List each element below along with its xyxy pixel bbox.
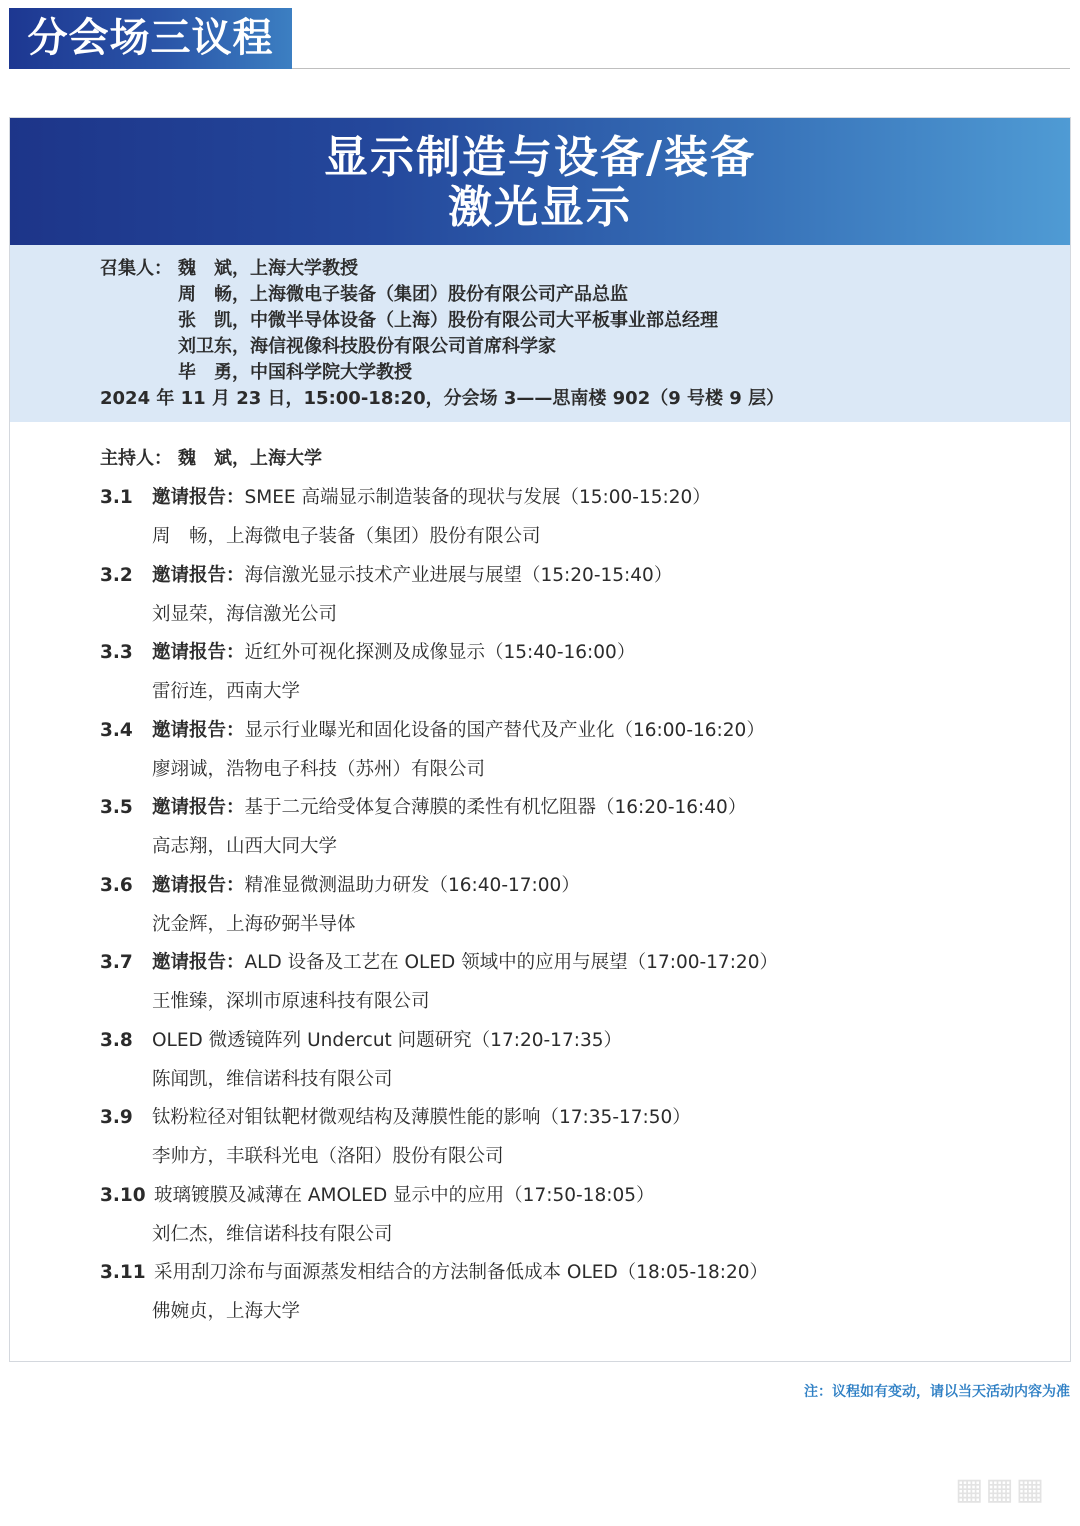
agenda-number: 3.8: [100, 1030, 133, 1051]
convener-name: 魏 斌，: [178, 258, 250, 279]
agenda-speaker: 雷衍连，西南大学: [152, 681, 301, 702]
agenda-item: [100, 639, 1060, 702]
agenda-title: SMEE 高端显示制造装备的现状与发展（15:00-15:20）: [244, 487, 711, 508]
agenda-item: [100, 949, 1060, 1012]
convener-name: 刘卫东，: [178, 336, 250, 357]
convener-row: [100, 334, 556, 360]
host-value: 魏 斌，上海大学: [178, 448, 322, 469]
convener-affiliation: 上海大学教授: [250, 258, 358, 279]
session-banner: [10, 118, 1070, 245]
agenda-title: ALD 设备及工艺在 OLED 领域中的应用与展望（17:00-17:20）: [244, 952, 778, 973]
convener-label: 召集人：: [100, 258, 172, 279]
agenda-number: 3.5: [100, 797, 133, 818]
agenda-number: 3.3: [100, 642, 133, 663]
agenda-speaker: 沈金辉，上海矽弼半导体: [152, 914, 356, 935]
agenda-speaker: 周 畅，上海微电子装备（集团）股份有限公司: [152, 526, 541, 547]
convener-name: 周 畅，: [178, 284, 250, 305]
agenda-title: OLED 微透镜阵列 Undercut 问题研究（17:20-17:35）: [152, 1030, 622, 1051]
host-label: 主持人：: [100, 448, 172, 469]
agenda-tag: 邀请报告：: [152, 797, 245, 818]
agenda-item: [100, 794, 1060, 857]
agenda-item: [100, 1104, 1060, 1167]
agenda-item: [100, 562, 1060, 625]
agenda-title: 海信激光显示技术产业进展与展望（15:20-15:40）: [244, 565, 673, 586]
agenda-title: 近红外可视化探测及成像显示（15:40-16:00）: [244, 642, 636, 663]
agenda-title: 精准显微测温助力研发（16:40-17:00）: [244, 875, 580, 896]
title-divider: [292, 68, 1070, 69]
agenda-item: [100, 1259, 1060, 1322]
agenda-speaker: 王惟臻，深圳市原速科技有限公司: [152, 991, 430, 1012]
convener-affiliation: 中国科学院大学教授: [250, 362, 412, 383]
page-title: 分会场三议程: [9, 8, 292, 69]
agenda-title: 玻璃镀膜及减薄在 AMOLED 显示中的应用（17:50-18:05）: [154, 1185, 655, 1206]
convener-row: [100, 282, 628, 308]
agenda-item: [100, 484, 1060, 547]
convener-affiliation: 海信视像科技股份有限公司首席科学家: [250, 336, 556, 357]
agenda-item: [100, 872, 1060, 935]
convener-name: 张 凯，: [178, 310, 250, 331]
agenda-item: [100, 717, 1060, 780]
agenda-title: 采用刮刀涂布与面源蒸发相结合的方法制备低成本 OLED（18:05-18:20）: [154, 1262, 768, 1283]
agenda-number: 3.4: [100, 720, 133, 741]
agenda-number: 3.10: [100, 1185, 146, 1206]
session-box: [9, 117, 1071, 1362]
agenda-title: 钛粉粒径对钼钛靶材微观结构及薄膜性能的影响（17:35-17:50）: [152, 1107, 691, 1128]
agenda-tag: 邀请报告：: [152, 565, 245, 586]
agenda-number: 3.6: [100, 875, 133, 896]
session-title-line2: 激光显示: [448, 182, 632, 233]
agenda-speaker: 李帅方，丰联科光电（洛阳）股份有限公司: [152, 1146, 504, 1167]
convener-row: [100, 308, 718, 334]
agenda-title: 显示行业曝光和固化设备的国产替代及产业化（16:00-16:20）: [244, 720, 765, 741]
agenda-number: 3.7: [100, 952, 133, 973]
agenda-number: 3.11: [100, 1262, 146, 1283]
agenda-number: 3.2: [100, 565, 133, 586]
convener-row: [100, 360, 412, 386]
agenda-speaker: 刘仁杰，维信诺科技有限公司: [152, 1224, 393, 1245]
agenda-tag: 邀请报告：: [152, 720, 245, 741]
agenda-tag: 邀请报告：: [152, 642, 245, 663]
watermark-logo: ▦▦▦: [955, 1472, 1047, 1507]
agenda-speaker: 陈闻凯，维信诺科技有限公司: [152, 1069, 393, 1090]
agenda-speaker: 高志翔，山西大同大学: [152, 836, 338, 857]
convener-row: [100, 256, 358, 282]
convener-affiliation: 上海微电子装备（集团）股份有限公司产品总监: [250, 284, 628, 305]
agenda-item: [100, 1027, 1060, 1090]
host-line: [100, 446, 322, 472]
agenda-tag: 邀请报告：: [152, 487, 245, 508]
agenda-tag: 邀请报告：: [152, 875, 245, 896]
agenda-item: [100, 1182, 1060, 1245]
agenda-tag: 邀请报告：: [152, 952, 245, 973]
agenda-speaker: 廖翊诚，浩物电子科技（苏州）有限公司: [152, 759, 486, 780]
session-title-line1: 显示制造与设备/装备: [323, 132, 757, 183]
convener-info: [10, 245, 1070, 422]
convener-name: 毕 勇，: [178, 362, 250, 383]
agenda-note: 注：议程如有变动，请以当天活动内容为准: [804, 1384, 1070, 1400]
convener-affiliation: 中微半导体设备（上海）股份有限公司大平板事业部总经理: [250, 310, 718, 331]
agenda-speaker: 佛婉贞，上海大学: [152, 1301, 301, 1322]
session-datetime: 2024 年 11 月 23 日，15:00-18:20，分会场 3——思南楼 902（9 号楼 9 层）: [100, 388, 785, 409]
agenda-speaker: 刘显荣，海信激光公司: [152, 604, 338, 625]
agenda-number: 3.9: [100, 1107, 133, 1128]
agenda-title: 基于二元给受体复合薄膜的柔性有机忆阻器（16:20-16:40）: [244, 797, 747, 818]
agenda-number: 3.1: [100, 487, 133, 508]
